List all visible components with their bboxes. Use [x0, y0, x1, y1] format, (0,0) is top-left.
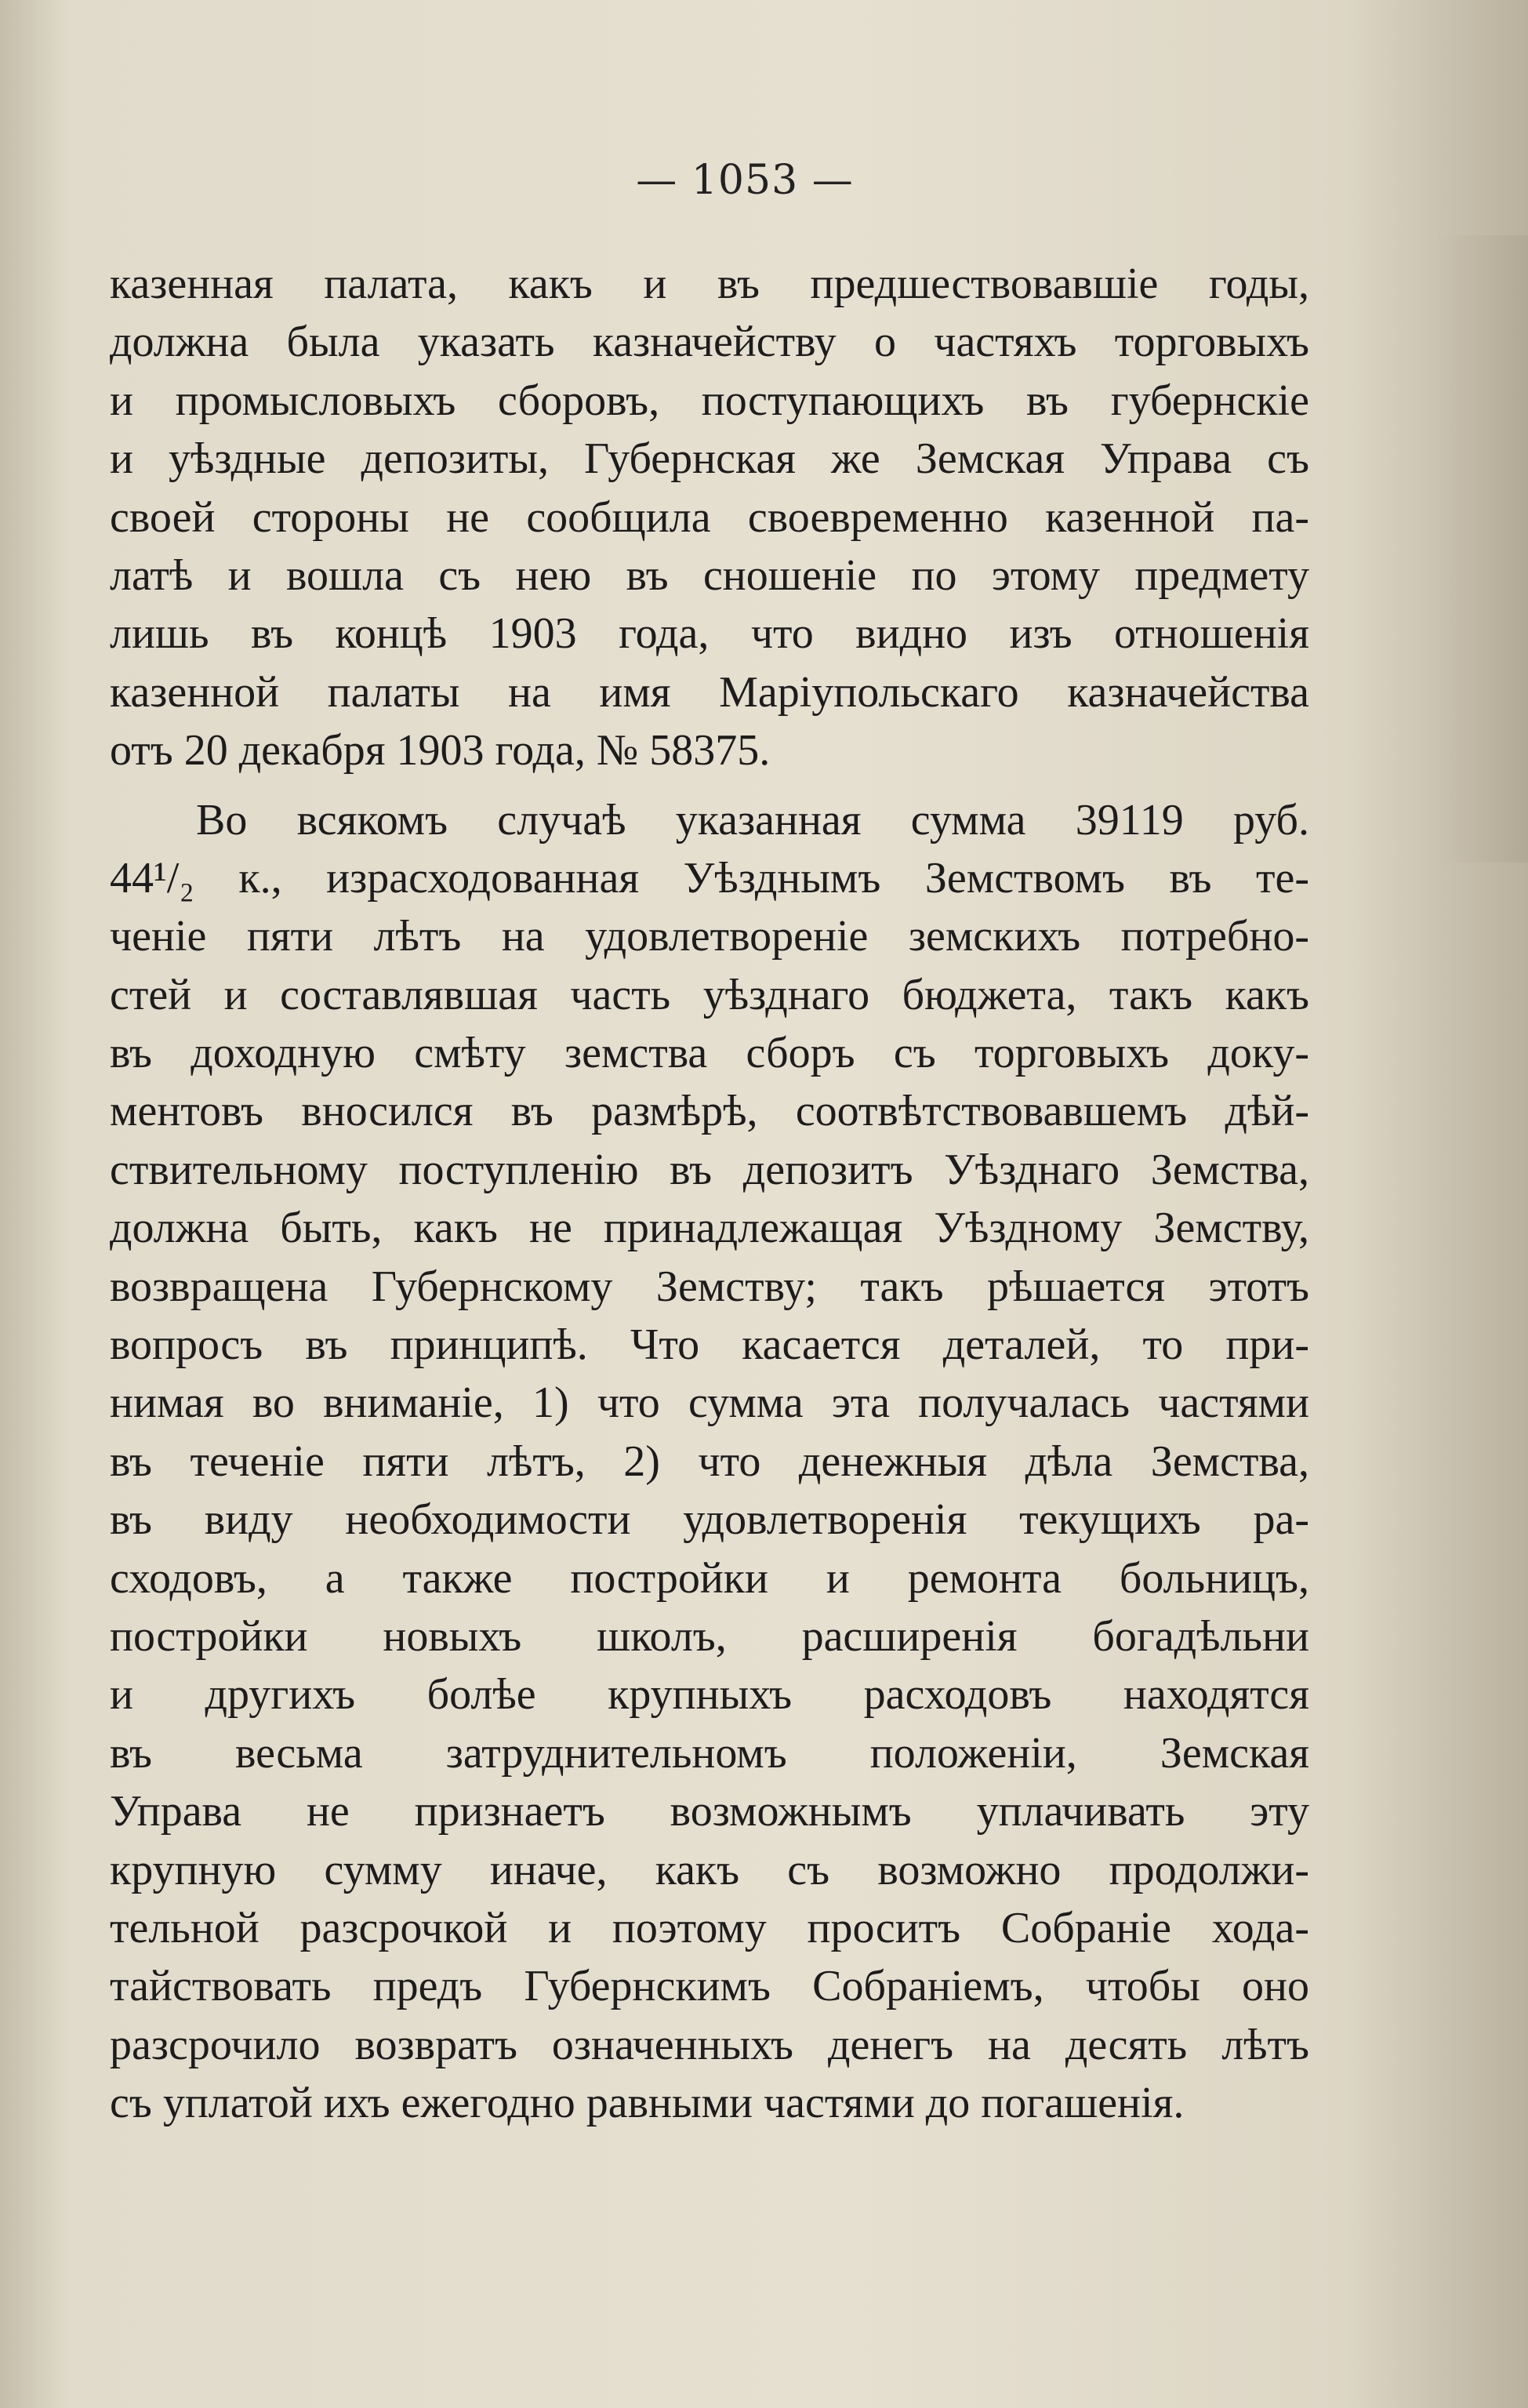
text-line: разсрочило возвратъ означенныхъ денегъ на десять лѣтъ	[110, 2020, 1309, 2069]
text-line: постройки новыхъ школъ, расширенія богадѣльни	[110, 1611, 1309, 1661]
text-line: въ доходную смѣту земства сборъ съ торговыхъ доку-	[110, 1029, 1309, 1078]
body-text	[110, 255, 1309, 2133]
text-line: Управа не признаетъ возможнымъ уплачивать эту	[110, 1787, 1309, 1836]
text-line: и уѣздные депозиты, Губернская же Земская Управа съ	[110, 434, 1309, 484]
text-line: и промысловыхъ сборовъ, поступающихъ въ губернскіе	[110, 376, 1309, 425]
text-line: тайствовать предъ Губернскимъ Собраніемъ, чтобы оно	[110, 1962, 1309, 2011]
text-line: лишь въ концѣ 1903 года, что видно изъ отношенія	[110, 609, 1309, 659]
page-number: — 1053 —	[636, 157, 854, 204]
text-line: Во всякомъ случаѣ указанная сумма 39119 руб.	[196, 795, 1309, 844]
text-line: казенная палата, какъ и въ предшествовавшіе годы,	[110, 260, 1309, 308]
text-line: въ виду необходимости удовлетворенія текущихъ ра-	[110, 1495, 1309, 1545]
text-line: тельной разсрочкой и поэтому проситъ Собраніе хода-	[110, 1903, 1309, 1952]
text-line: въ весьма затруднительномъ положеніи, Земская	[110, 1728, 1309, 1778]
text-line: сходовъ, а также постройки и ремонта больницъ,	[110, 1553, 1309, 1603]
page-edge-shadow	[1434, 235, 1528, 863]
text-line: ментовъ вносился въ размѣрѣ, соотвѣтствовавшемъ дѣй-	[110, 1087, 1309, 1136]
text-line: съ уплатой ихъ ежегодно равными частями до погашенія.	[110, 2079, 1185, 2128]
text-line: вопросъ въ принципѣ. Что касается деталей, то при-	[110, 1320, 1309, 1370]
text-line: возвращена Губернскому Земству; такъ рѣшается этотъ	[110, 1262, 1309, 1311]
text-line: нимая во вниманіе, 1) что сумма эта получалась частями	[110, 1378, 1309, 1428]
text-line: 44¹/₂ к., израсходованная Уѣзднымъ Земствомъ въ те-	[110, 853, 1309, 903]
text-line: крупную сумму иначе, какъ съ возможно продолжи-	[110, 1845, 1309, 1894]
text-line: казенной палаты на имя Маріупольскаго казначейства	[110, 667, 1309, 717]
text-line: своей стороны не сообщила своевременно казенной па-	[110, 492, 1309, 542]
text-line: отъ 20 декабря 1903 года, № 58375.	[110, 726, 771, 775]
text-line: ствительному поступленію въ депозитъ Уѣзднаго Земства,	[110, 1145, 1309, 1194]
text-line: и другихъ болѣе крупныхъ расходовъ находятся	[110, 1670, 1309, 1720]
paragraph	[110, 791, 1309, 2133]
text-line: должна была указать казначейству о частяхъ торговыхъ	[110, 318, 1309, 367]
text-line: латѣ и вошла съ нею въ сношеніе по этому предмету	[110, 550, 1309, 600]
paragraph	[110, 255, 1309, 780]
text-line: стей и составлявшая часть уѣзднаго бюджета, такъ какъ	[110, 970, 1309, 1019]
text-line: должна быть, какъ не принадлежащая Уѣздному Земству,	[110, 1204, 1309, 1253]
text-line: ченіе пяти лѣтъ на удовлетвореніе земскихъ потребно-	[110, 912, 1309, 961]
text-line: въ теченіе пяти лѣтъ, 2) что денежныя дѣла Земства,	[110, 1436, 1309, 1486]
